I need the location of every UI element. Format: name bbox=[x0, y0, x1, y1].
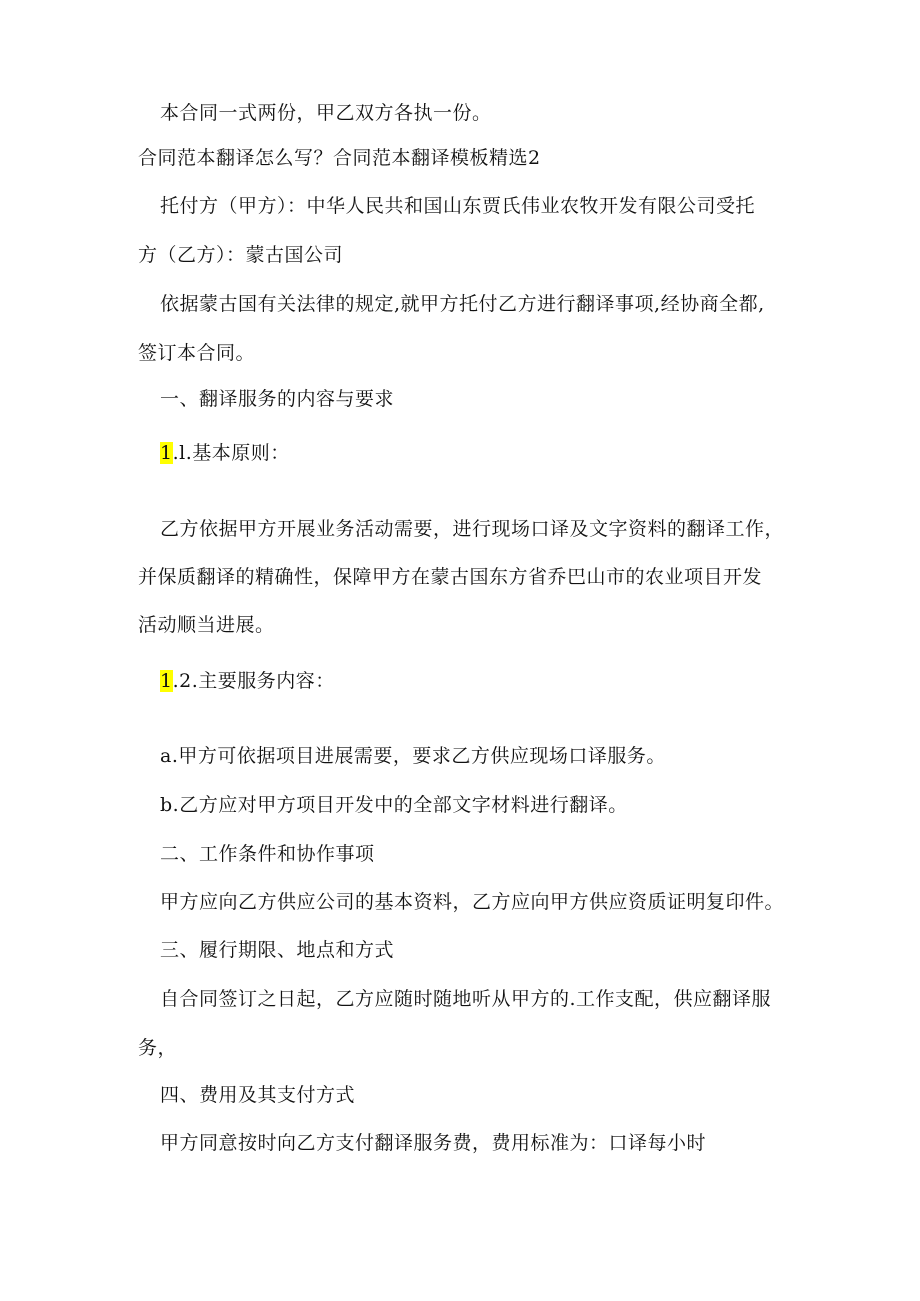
highlight-mark: 1 bbox=[160, 670, 173, 692]
item-1-1-heading bbox=[160, 440, 290, 466]
item-b: b.乙方应对甲方项目开发中的全部文字材料进行翻译。 bbox=[160, 794, 628, 816]
parties-line-2: 方（乙方）：蒙古国公司 bbox=[138, 244, 344, 266]
item-1-2-heading bbox=[160, 668, 335, 694]
item-1-1-line-2: 并保质翻译的精确性，保障甲方在蒙古国东方省乔巴山市的农业项目开发 bbox=[138, 566, 763, 588]
highlight-mark: 1 bbox=[160, 442, 173, 464]
item-a: a.甲方可依据项目进展需要，要求乙方供应现场口译服务。 bbox=[160, 745, 666, 767]
intro-line-2: 签订本合同。 bbox=[138, 342, 256, 364]
section-1-title: 一、翻译服务的内容与要求 bbox=[160, 388, 395, 410]
item-1-1-line-3: 活动顺当进展。 bbox=[138, 614, 275, 636]
section-2-body: 甲方应向乙方供应公司的基本资料，乙方应向甲方供应资质证明复印件。 bbox=[160, 891, 785, 913]
section-3-line-2: 务， bbox=[138, 1037, 178, 1059]
document-heading: 合同范本翻译怎么写？合同范本翻译模板精选2 bbox=[138, 147, 541, 169]
intro-line-1: 依据蒙古国有关法律的规定,就甲方托付乙方进行翻译事项,经协商全都, bbox=[160, 293, 765, 315]
section-3-title: 三、履行期限、地点和方式 bbox=[160, 939, 395, 961]
item-1-1-label: .l.基本原则： bbox=[172, 442, 290, 464]
item-1-2-label: .2.主要服务内容： bbox=[172, 670, 335, 692]
section-3-line-1: 自合同签订之日起，乙方应随时随地听从甲方的.工作支配，供应翻译服 bbox=[160, 988, 772, 1010]
item-1-1-line-1: 乙方依据甲方开展业务活动需要，进行现场口译及文字资料的翻译工作， bbox=[160, 518, 785, 540]
parties-line-1: 托付方（甲方）：中华人民共和国山东贾氏伟业农牧开发有限公司受托 bbox=[160, 195, 756, 217]
section-4-body: 甲方同意按时向乙方支付翻译服务费，费用标准为：口译每小时 bbox=[160, 1132, 707, 1154]
paragraph-copies: 本合同一式两份，甲乙双方各执一份。 bbox=[160, 102, 492, 124]
section-4-title: 四、费用及其支付方式 bbox=[160, 1084, 356, 1106]
section-2-title: 二、工作条件和协作事项 bbox=[160, 843, 375, 865]
